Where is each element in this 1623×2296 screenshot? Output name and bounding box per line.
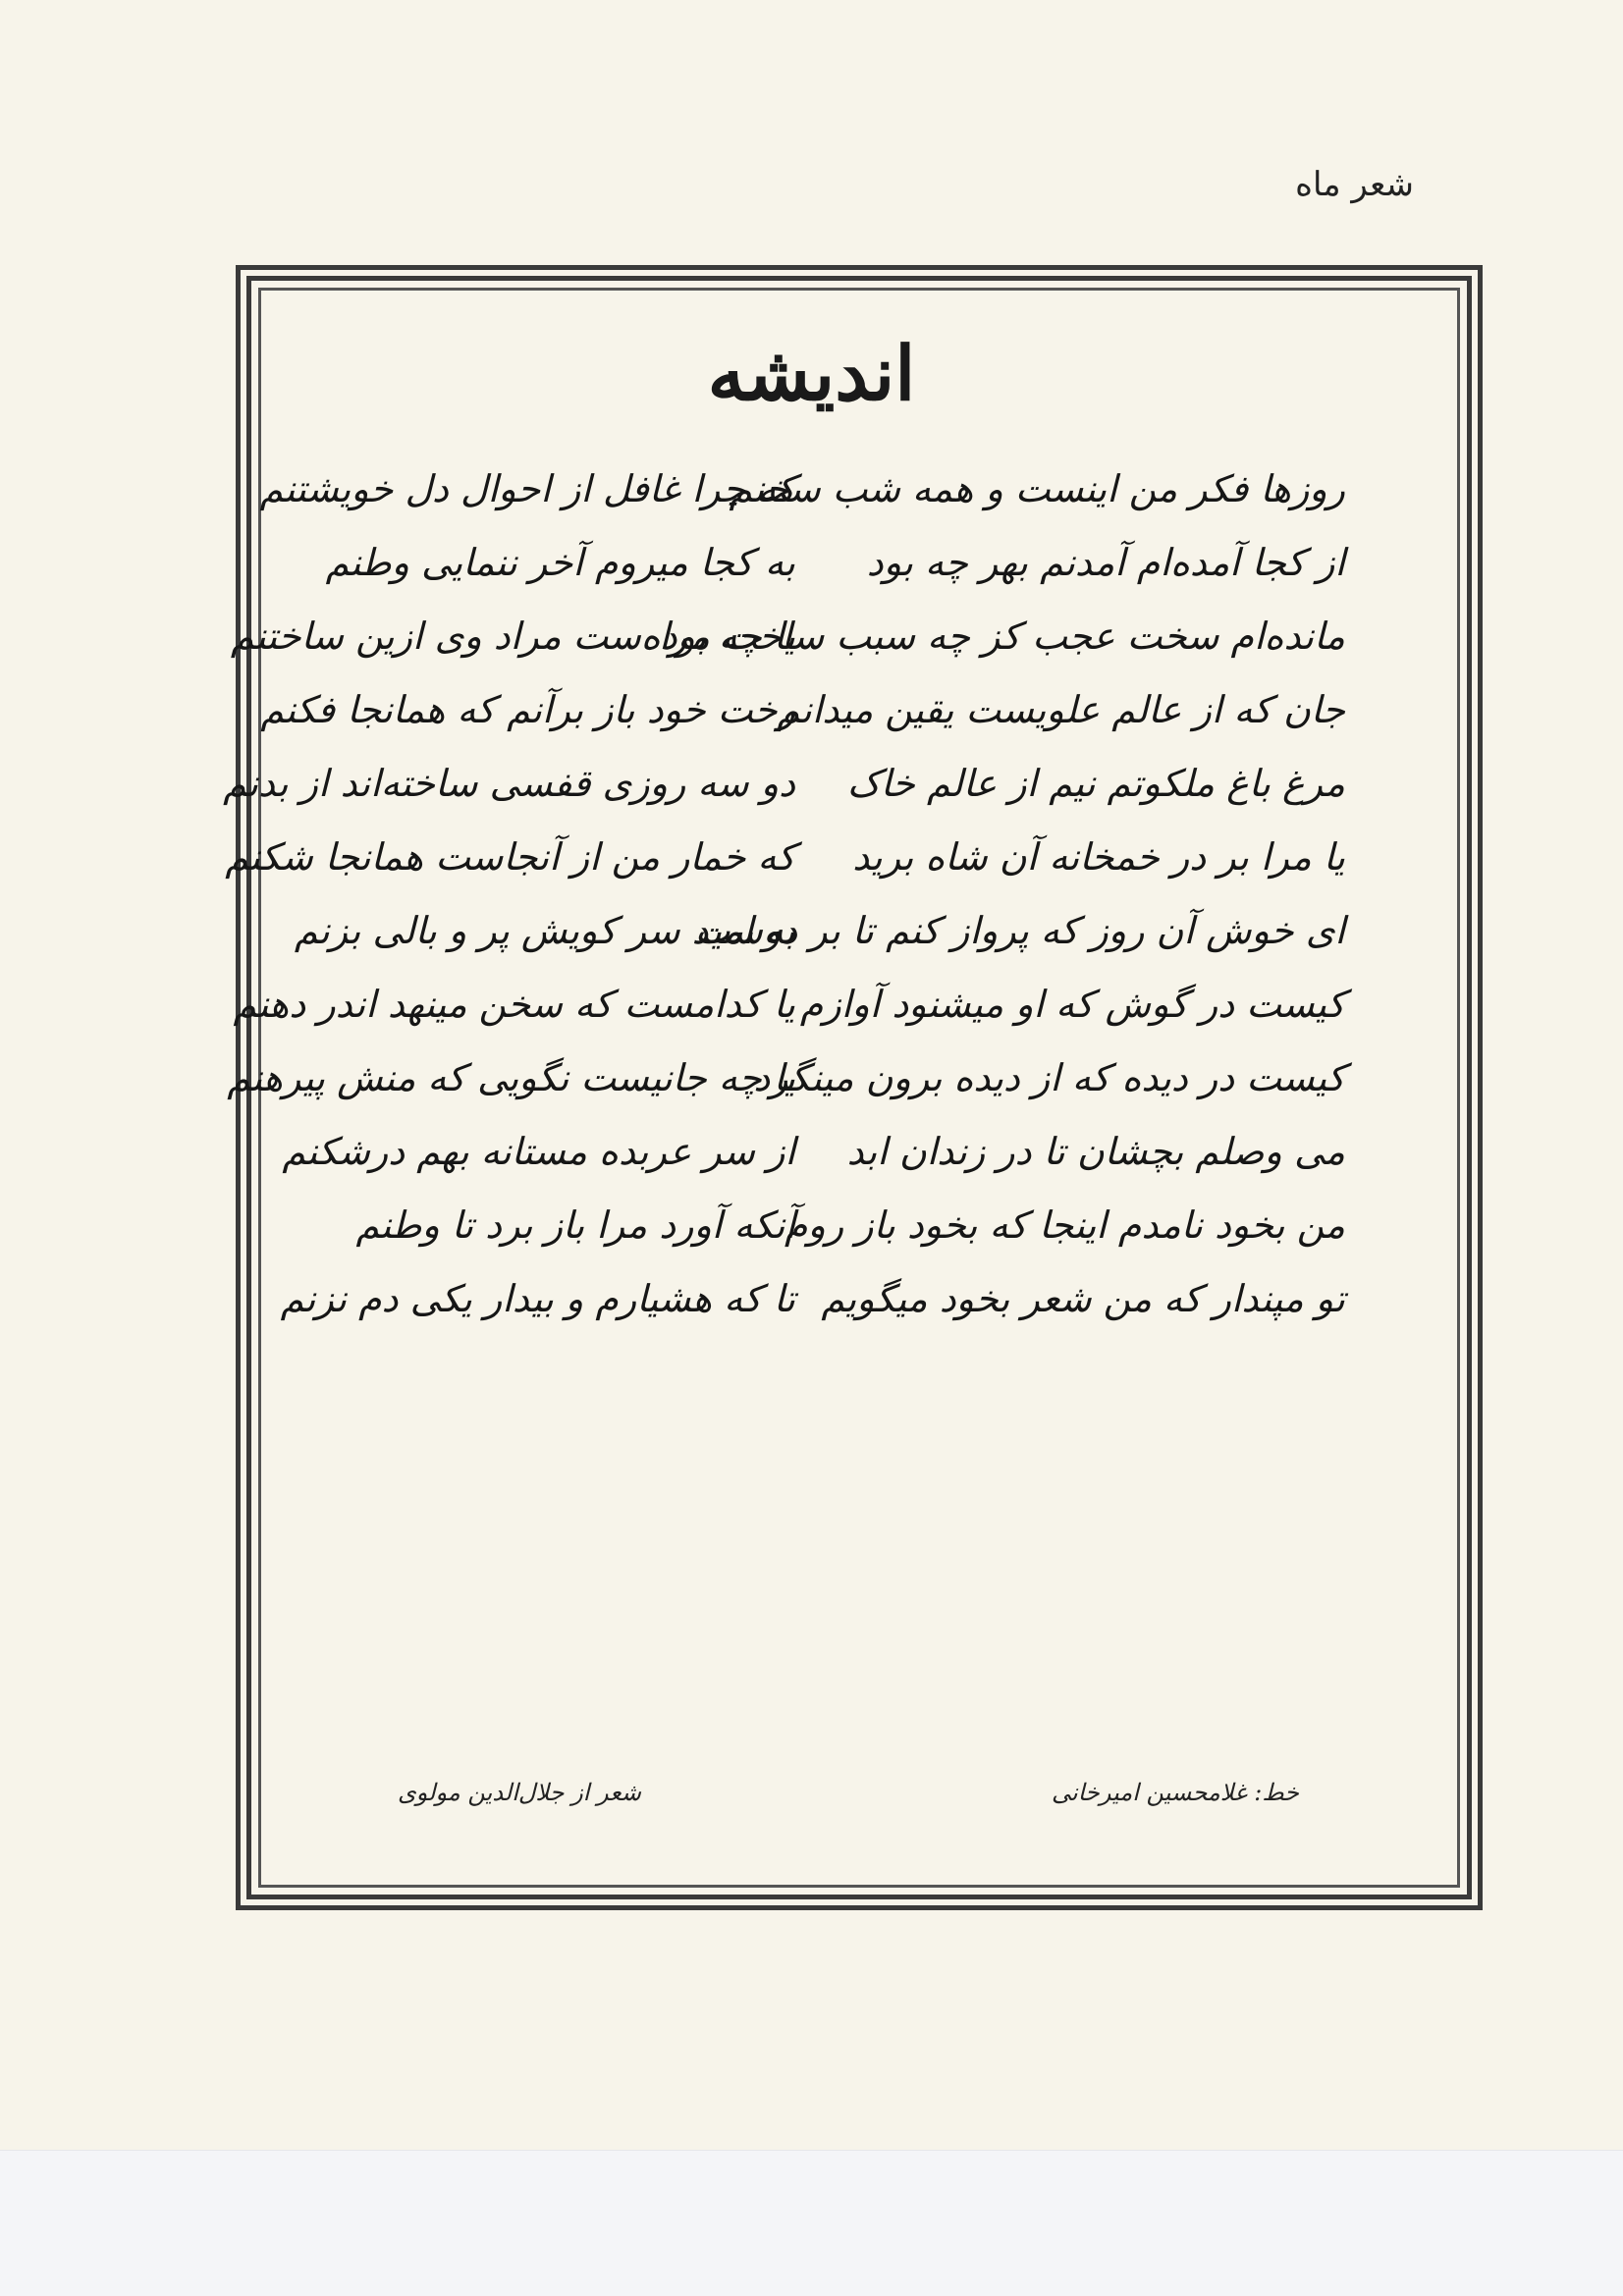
first-hemistich: جان که از عالم علویست یقین میدانم — [777, 687, 1345, 731]
calligrapher-credit: خط: غلامحسین امیرخانی — [1052, 1779, 1299, 1806]
second-hemistich: از سر عربده مستانه بهم درشکنم — [282, 1129, 795, 1173]
first-hemistich: یا مرا بر در خمخانه آن شاه برید — [852, 834, 1345, 879]
poem-body — [223, 452, 1345, 1335]
second-hemistich: به امید سر کویش پر و بالی بزنم — [294, 908, 795, 952]
verse-row — [355, 1188, 1345, 1261]
first-hemistich: روزها فکر من اینست و همه شب سخنم — [729, 466, 1345, 510]
verse-row — [230, 599, 1345, 672]
first-hemistich: مرغ باغ ملکوتم نیم از عالم خاک — [846, 761, 1345, 805]
first-hemistich: از کجا آمده‌ام آمدنم بهر چه بود — [866, 540, 1345, 584]
verse-row — [225, 820, 1345, 893]
first-hemistich: من بخود نامدم اینجا که بخود باز روم — [784, 1202, 1345, 1247]
verse-row — [325, 525, 1345, 599]
second-hemistich: رخت خود باز برآنم که همانجا فکنم — [260, 687, 795, 731]
verse-row — [227, 1041, 1345, 1114]
second-hemistich: که چرا غافل از احوال دل خویشتنم — [259, 466, 795, 510]
verse-row — [223, 746, 1345, 820]
first-hemistich: می وصلم بچشان تا در زندان ابد — [846, 1129, 1345, 1173]
second-hemistich: که خمار من از آنجاست همانجا شکنم — [225, 834, 795, 879]
verse-row — [282, 1114, 1345, 1188]
journal-header-title: شعر ماه — [1295, 165, 1414, 204]
verse-row — [294, 893, 1345, 967]
first-hemistich: کیست در دیده که از دیده برون مینگرد — [753, 1055, 1345, 1099]
second-hemistich: یا کدامست که سخن مینهد اندر دهنم — [233, 982, 795, 1026]
second-hemistich: تا که هشیارم و بیدار یکی دم نزنم — [280, 1276, 795, 1320]
scanner-background-strip — [0, 2150, 1623, 2296]
second-hemistich: یا چه جانیست نگویی که منش پیرهنم — [227, 1055, 795, 1099]
verse-row — [259, 452, 1345, 525]
first-hemistich: تو مپندار که من شعر بخود میگویم — [821, 1276, 1345, 1320]
verse-row — [260, 672, 1345, 746]
poem-title: اندیشه — [707, 330, 916, 417]
first-hemistich: مانده‌ام سخت عجب کز چه سبب ساخت مرا — [659, 614, 1345, 658]
second-hemistich: به کجا میروم آخر ننمایی وطنم — [325, 540, 795, 584]
second-hemistich: یا چه بوده‌ست مراد وی ازین ساختنم — [230, 614, 795, 658]
verse-row — [233, 967, 1345, 1041]
first-hemistich: کیست در گوش که او میشنود آوازم — [799, 982, 1345, 1026]
second-hemistich: دو سه روزی قفسی ساخته‌اند از بدنم — [223, 761, 795, 805]
verse-row — [280, 1261, 1345, 1335]
poet-credit: شعر از جلال‌الدین مولوی — [398, 1779, 641, 1806]
second-hemistich: آنکه آورد مرا باز برد تا وطنم — [355, 1202, 795, 1247]
first-hemistich: ای خوش آن روز که پرواز کنم تا بر دوست — [694, 908, 1345, 952]
